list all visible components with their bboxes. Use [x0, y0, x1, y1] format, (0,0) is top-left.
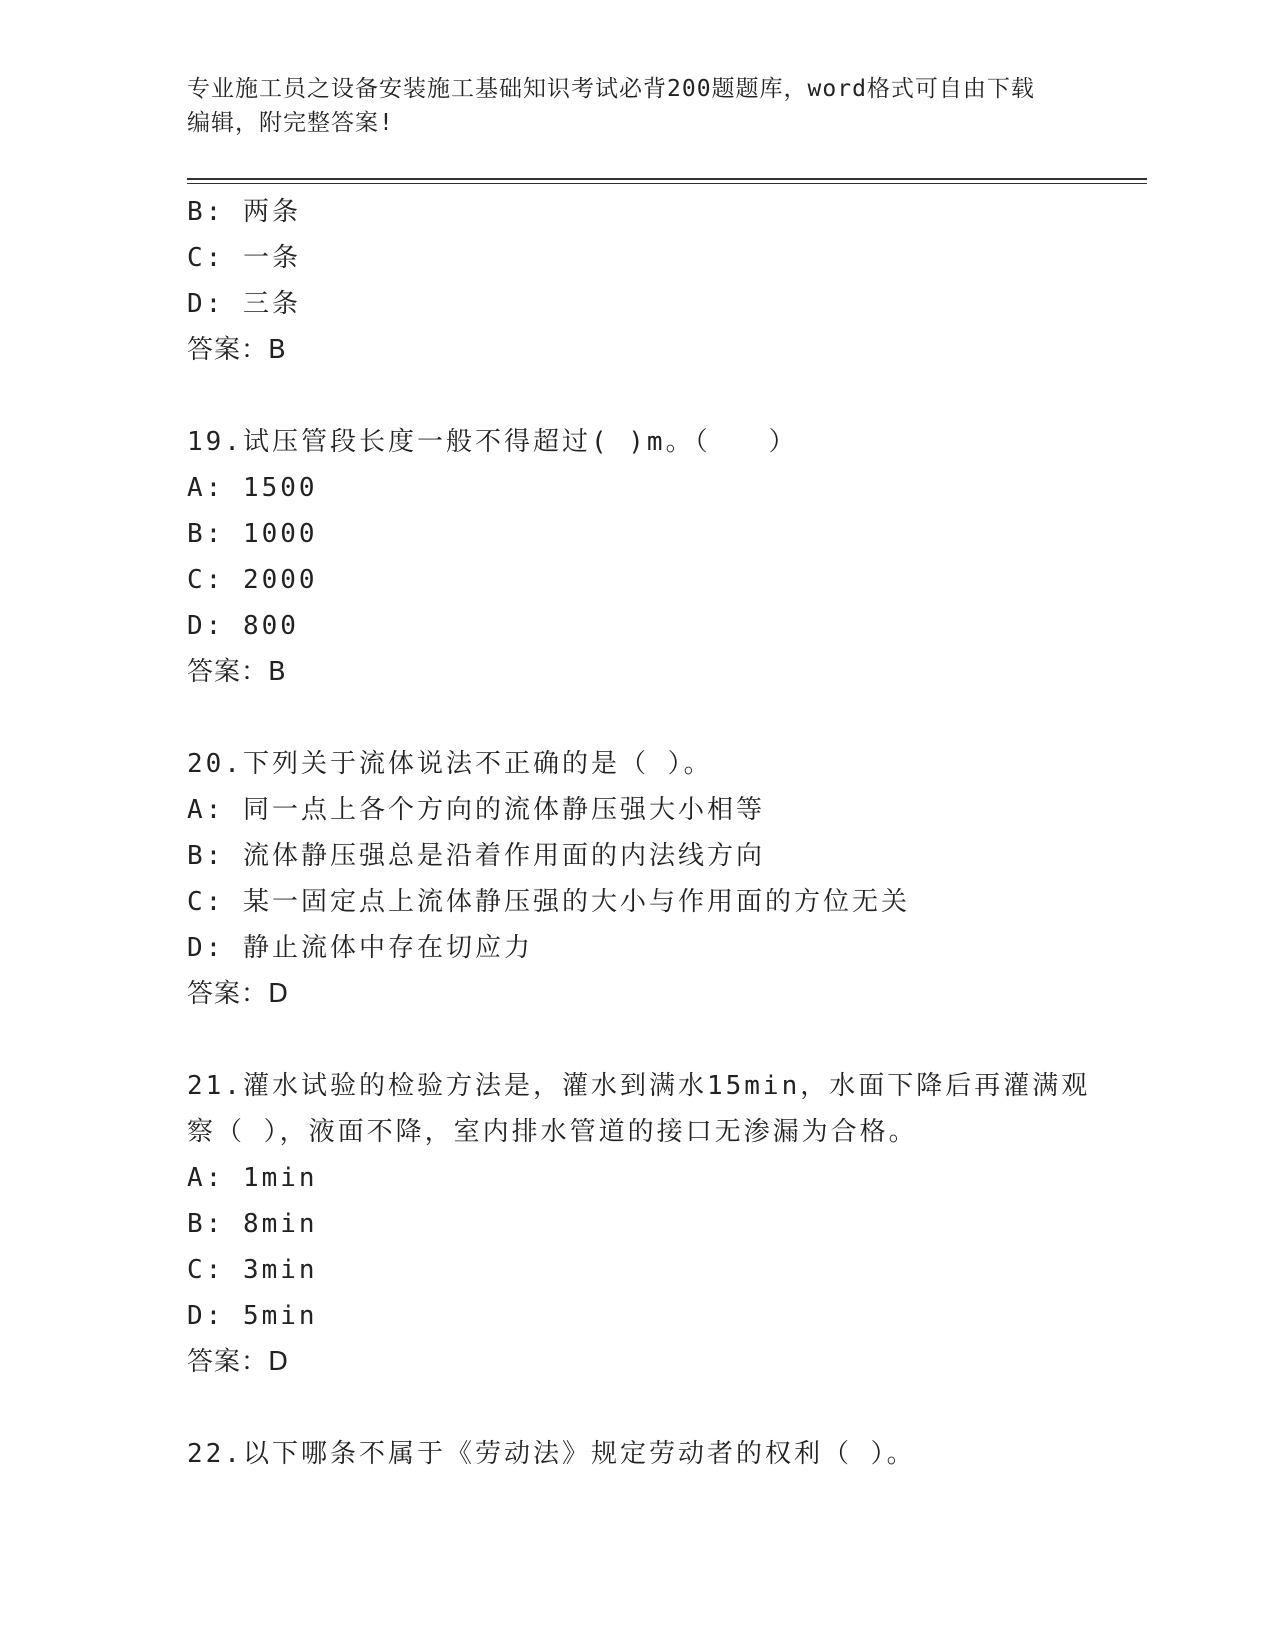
- question-20: [187, 741, 1087, 1017]
- option-c: C: 一条: [187, 243, 301, 273]
- spacer: [187, 373, 1087, 419]
- spacer: [187, 695, 1087, 741]
- option-b: B: 8min: [187, 1209, 318, 1239]
- answer: 答案：D: [187, 979, 290, 1009]
- option-d: D: 5min: [187, 1301, 318, 1331]
- option-a: A: 同一点上各个方向的流体静压强大小相等: [187, 795, 765, 825]
- question-text: 19.试压管段长度一般不得超过( )m。（ ）: [187, 427, 798, 457]
- option-d: D: 800: [187, 611, 299, 641]
- header-rule-top: [187, 178, 1147, 180]
- question-18-continued: [187, 189, 1087, 373]
- option-b: B: 两条: [187, 197, 301, 227]
- question-21: [187, 1063, 1091, 1385]
- header-line-1: 专业施工员之设备安装施工基础知识考试必背200题题库，word格式可自由下载: [187, 76, 1035, 102]
- option-c: C: 某一固定点上流体静压强的大小与作用面的方位无关: [187, 887, 910, 917]
- option-d: D: 三条: [187, 289, 301, 319]
- header-line-2: 编辑，附完整答案!: [187, 110, 394, 136]
- question-19: [187, 419, 1087, 695]
- spacer: [187, 1385, 1087, 1431]
- question-text-line-2: 察（ ），液面不降，室内排水管道的接口无渗漏为合格。: [187, 1117, 918, 1147]
- option-b: B: 1000: [187, 519, 318, 549]
- option-a: A: 1min: [187, 1163, 318, 1193]
- question-22: [187, 1431, 1087, 1477]
- option-a: A: 1500: [187, 473, 318, 503]
- option-d: D: 静止流体中存在切应力: [187, 933, 533, 963]
- question-text: 22.以下哪条不属于《劳动法》规定劳动者的权利（ ）。: [187, 1439, 916, 1469]
- header-rule-bottom: [187, 183, 1147, 184]
- option-c: C: 2000: [187, 565, 318, 595]
- answer: 答案：D: [187, 1347, 290, 1377]
- option-b: B: 流体静压强总是沿着作用面的内法线方向: [187, 841, 765, 871]
- question-text-line-1: 21.灌水试验的检验方法是，灌水到满水15min，水面下降后再灌满观: [187, 1071, 1091, 1101]
- answer: 答案：B: [187, 335, 287, 365]
- document-body: [187, 189, 1091, 1477]
- answer: 答案：B: [187, 657, 287, 687]
- question-text: 20.下列关于流体说法不正确的是（ ）。: [187, 749, 713, 779]
- option-c: C: 3min: [187, 1255, 318, 1285]
- document-header: [187, 72, 1087, 140]
- spacer: [187, 1017, 1087, 1063]
